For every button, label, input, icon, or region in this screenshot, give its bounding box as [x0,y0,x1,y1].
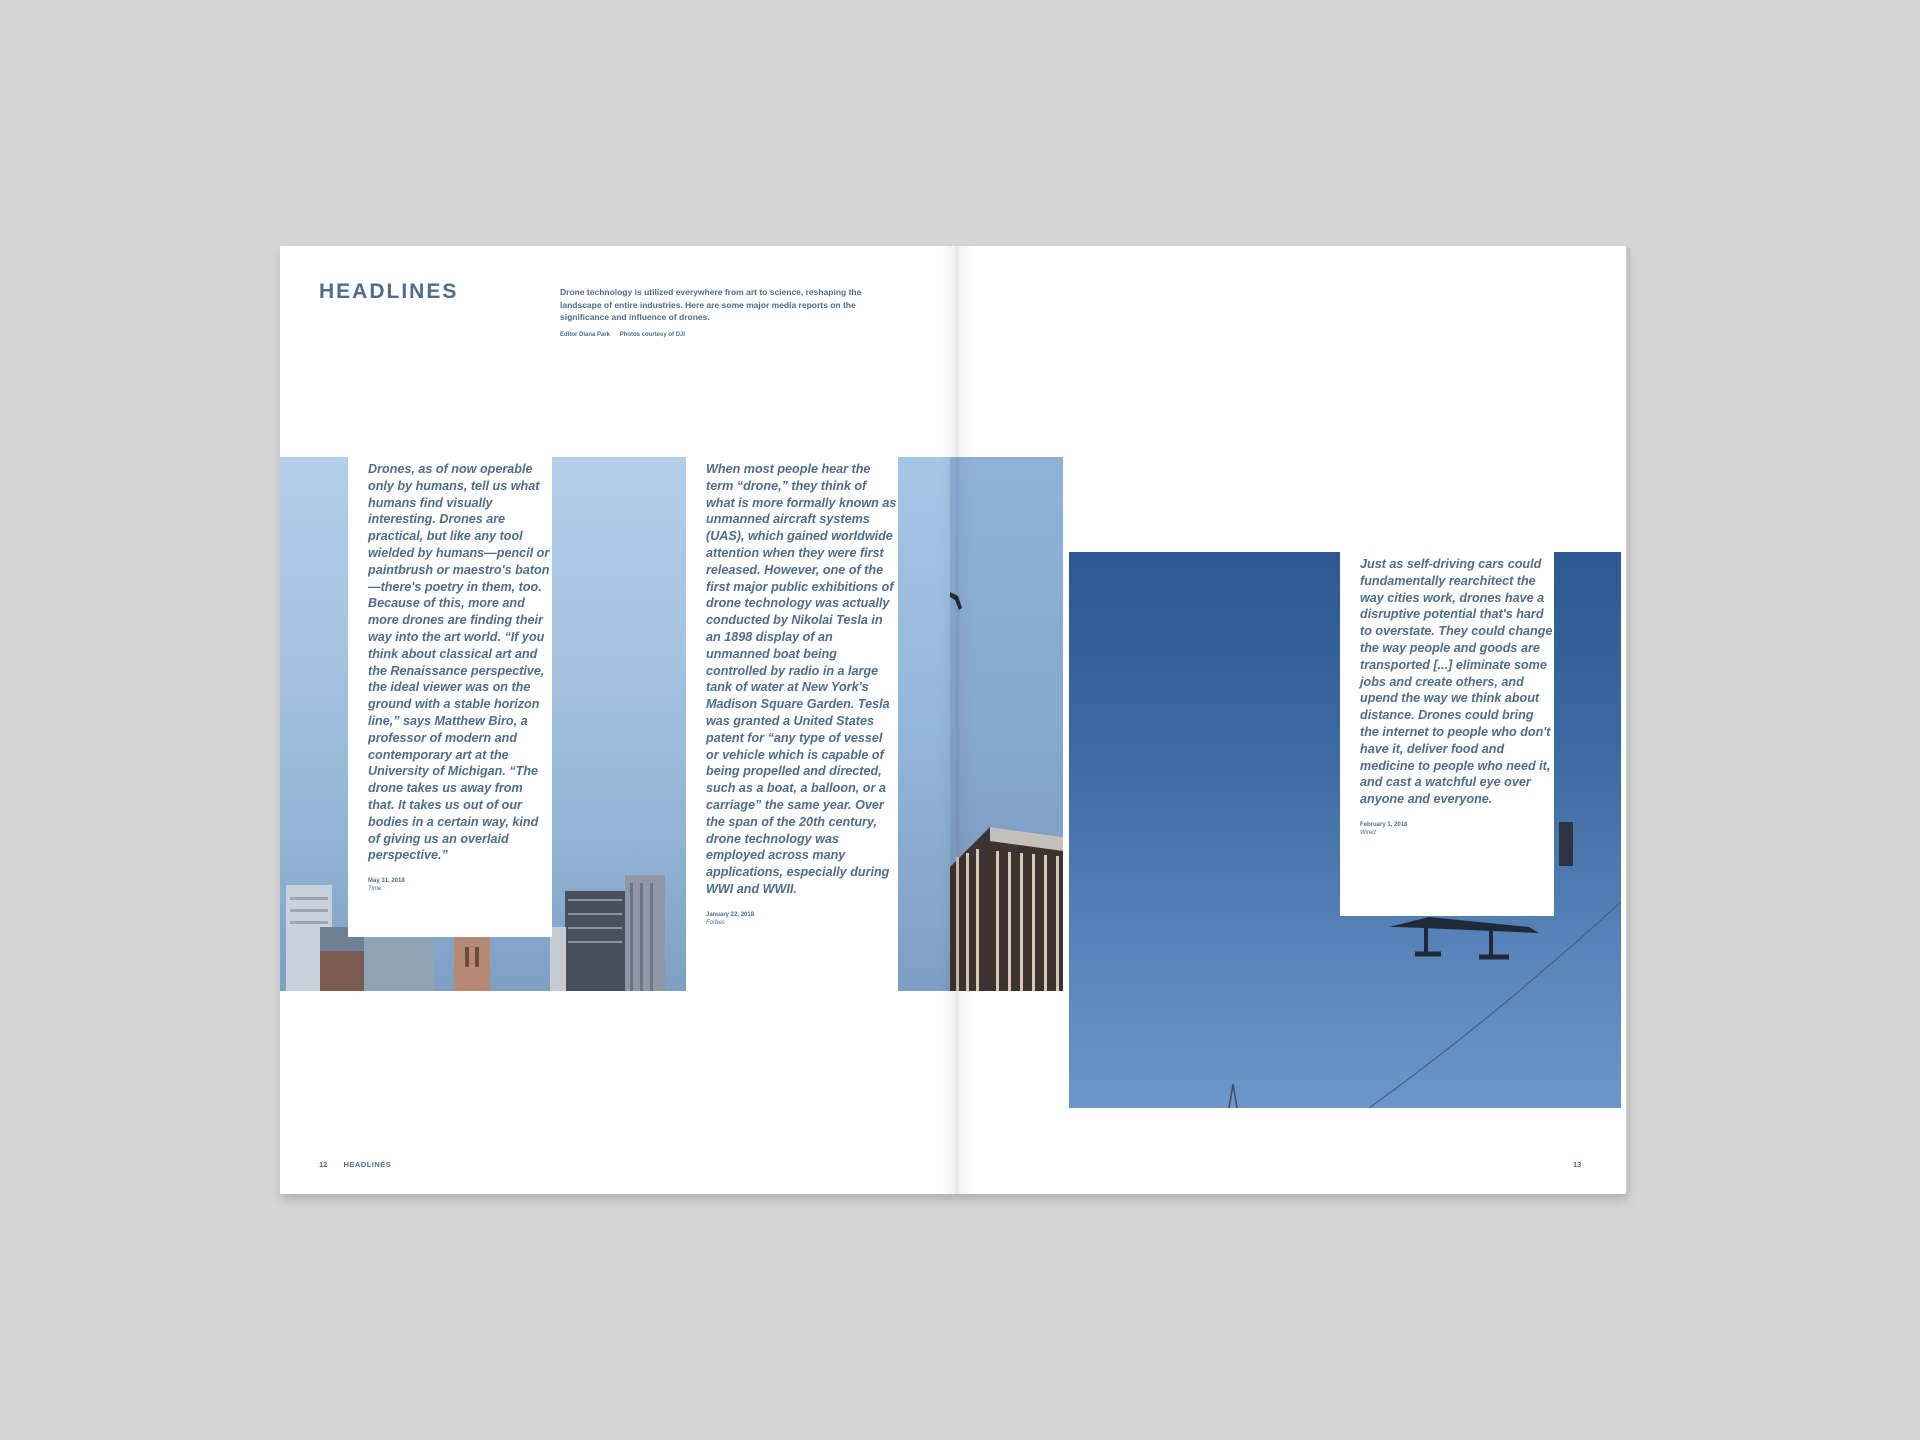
building-shape [950,457,1063,991]
folio-right [1573,1160,1581,1169]
magazine-spread [280,246,1626,1194]
folio-left [319,1160,391,1169]
credits [560,332,693,338]
quote-text: Drones, as of now operable only by humans, tell us what humans find visually interesting. Drones are practical, but like any tool wielded by humans—pencil or paintbrush or maestro's baton—there's poetry in them, too. Because of this, more and more drones are finding their way into the art world. “If you think about classical art and the Renaissance perspective, the ideal viewer was on the ground with a stable horizon line,” says Matthew Biro, a professor of modern and contemporary art at the University of Michigan. “The drone takes us away from that. It takes us out of our bodies in a certain way, kind of giving us an overlaid perspective.” [368,462,550,863]
quote-date: January 22, 2018 [706,911,755,918]
quote-text: When most people hear the term “drone,” they think of what is more formally known as unmanned aircraft systems (UAS), which gained worldwide attention when they were first released. However, one of the first major public exhibitions of drone technology was actually conducted by Nikolai Tesla in an 1898 display of an unmanned boat being controlled by radio in a large tank of water at New York's Madison Square Garden. Tesla was granted a United States patent for “any type of vessel or vehicle which is capable of being propelled and directed, such as a boat, a balloon, or a carriage” the same year. Over the span of the 20th century, drone technology was employed across many applications, especially during WWI and WWII. [706,462,897,896]
quote-source: Forbes [706,919,725,926]
quote-text: Just as self-driving cars could fundamentally rearchitect the way cities work, drones have a disruptive potential that's hard to overstate. They could change the way people and goods are transported [...] eliminate some jobs and create others, and upend the way we think about distance. Drones could bring the internet to people who don't have it, deliver food and medicine to people who need it, and cast a watchful eye over anyone and everyone. [1360,557,1553,807]
quote-source: Time [368,886,382,893]
quote-card [1340,552,1554,916]
quote-date: February 1, 2018 [1360,821,1408,828]
page-number: 12 [319,1160,328,1169]
editor-credit: Editor Diana Park [560,332,611,338]
page-edge [1626,248,1630,1192]
quote-card [348,457,552,937]
photo-credit: Photos courtesy of DJI [619,332,686,338]
page-title: HEADLINES [319,280,459,303]
quote-card [686,457,898,991]
page-number: 13 [1573,1160,1582,1169]
building-photo [950,457,1063,991]
intro-paragraph: Drone technology is utilized everywhere from art to science, reshaping the landscape of entire industries. Here are some major media reports on the significance and influence of drones. [560,287,862,322]
quote-date: May 31, 2018 [368,878,405,885]
section-name: HEADLINES [343,1160,392,1169]
quote-source: Wired [1360,829,1376,836]
